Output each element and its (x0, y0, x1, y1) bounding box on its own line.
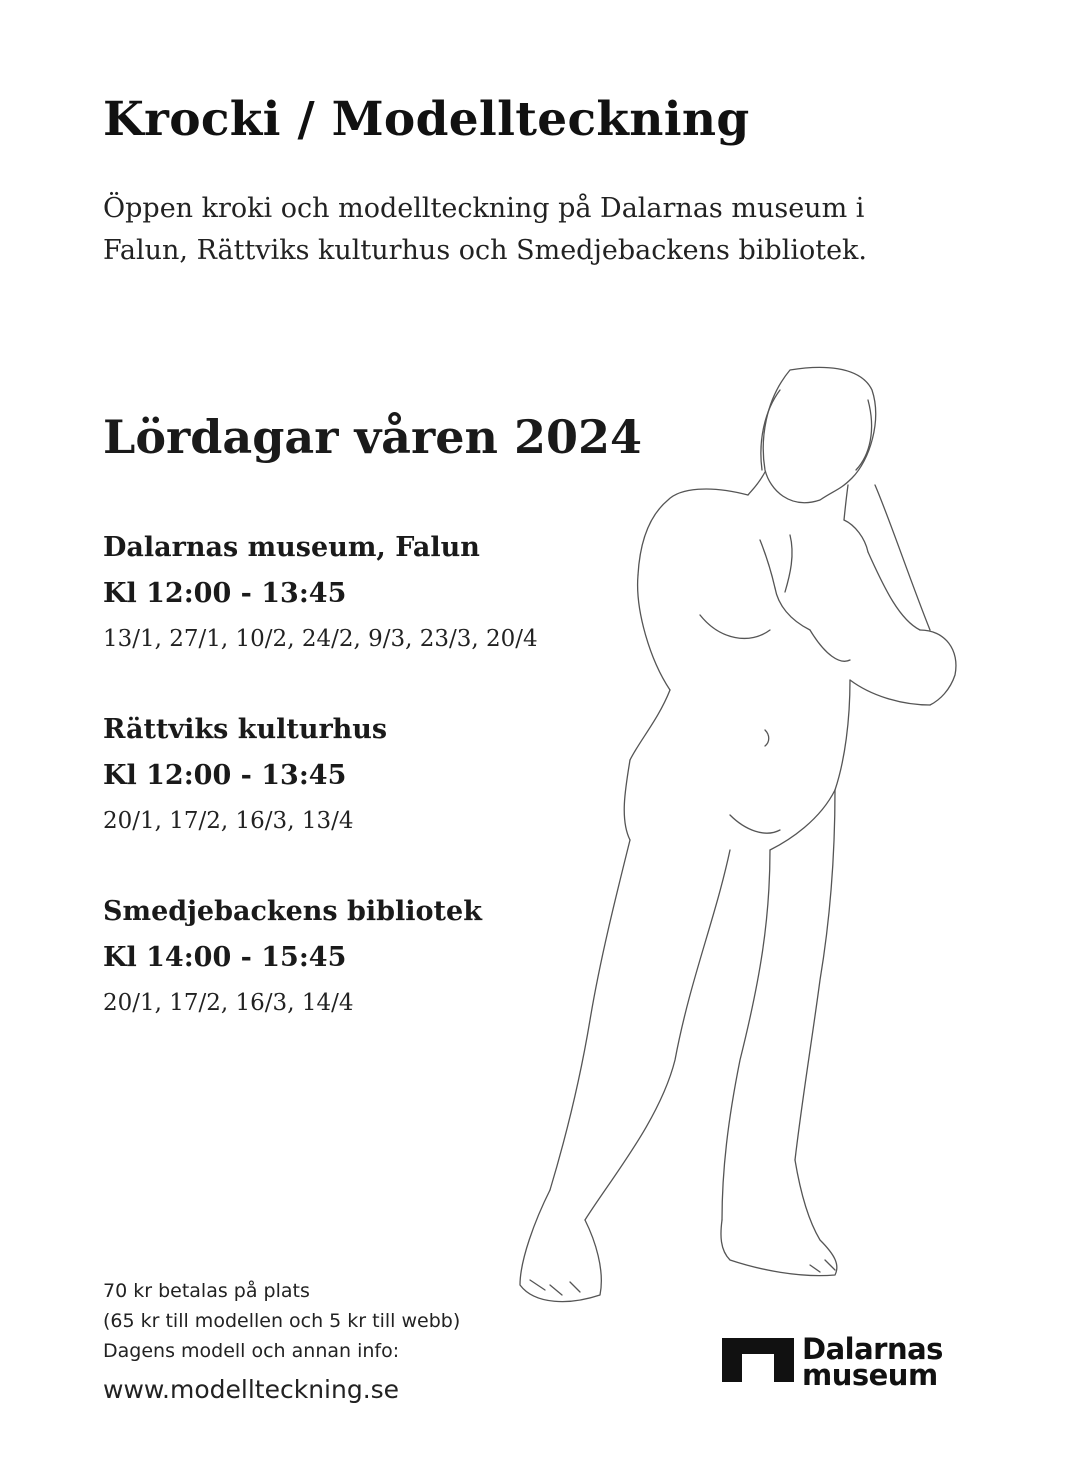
page-title: Krocki / Modellteckning (103, 92, 750, 147)
price-text: 70 kr betalas på plats (103, 1280, 310, 1302)
price-split-text: (65 kr till modellen och 5 kr till webb) (103, 1310, 461, 1332)
intro-line-1: Öppen kroki och modellteckning på Dalarnas museum i (103, 193, 865, 224)
venue-rattvik (103, 707, 387, 843)
intro-line-2: Falun, Rättviks kulturhus och Smedjebackens bibliotek. (103, 235, 867, 266)
dalarnas-museum-logo (722, 1332, 982, 1392)
info-text: Dagens modell och annan info: (103, 1340, 400, 1362)
venue-name: Smedjebackens bibliotek (103, 896, 482, 927)
venue-dates: 20/1, 17/2, 16/3, 14/4 (103, 990, 354, 1016)
dalarnas-museum-logo-icon (722, 1338, 794, 1382)
venue-time: Kl 12:00 - 13:45 (103, 760, 347, 791)
venue-dates: 20/1, 17/2, 16/3, 13/4 (103, 808, 354, 834)
logo-line-2: museum (802, 1358, 938, 1392)
intro-text (103, 188, 953, 272)
venue-dates: 13/1, 27/1, 10/2, 24/2, 9/3, 23/3, 20/4 (103, 626, 538, 652)
venue-name: Rättviks kulturhus (103, 714, 388, 745)
figure-sketch-illustration (490, 360, 980, 1320)
venue-time: Kl 14:00 - 15:45 (103, 942, 347, 973)
venue-falun (103, 525, 538, 661)
website-link[interactable]: www.modellteckning.se (103, 1375, 400, 1404)
venue-name: Dalarnas museum, Falun (103, 532, 480, 563)
logo-wordmark (802, 1332, 943, 1392)
season-heading: Lördagar våren 2024 (103, 410, 642, 464)
venue-time: Kl 12:00 - 13:45 (103, 578, 347, 609)
footer-info (103, 1276, 460, 1408)
logo-line-1: Dalarnas (802, 1332, 943, 1366)
venue-smedjebacken (103, 889, 482, 1025)
